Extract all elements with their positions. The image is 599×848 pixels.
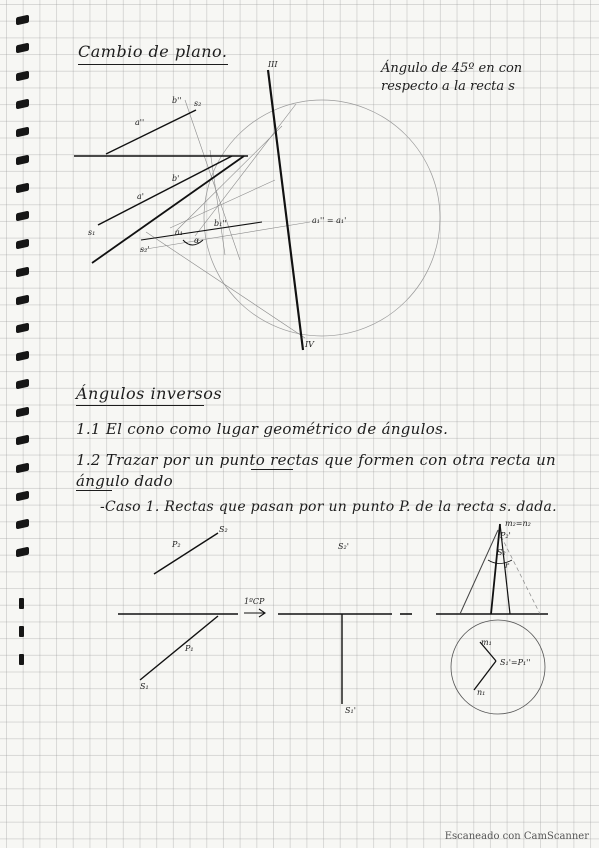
line-p1-s1 bbox=[140, 616, 218, 680]
label-s1-low: S₁ bbox=[140, 682, 149, 691]
label-a1-eq: a₁'' = a₁' bbox=[312, 216, 347, 225]
label-b1b: b₁'' bbox=[214, 219, 227, 228]
label-s2: s₂ bbox=[194, 99, 202, 108]
underline-angulo bbox=[76, 490, 112, 491]
projection-line bbox=[268, 70, 303, 350]
page-title: Cambio de plano. bbox=[78, 42, 228, 61]
item-1-2-line-2: ángulo dado bbox=[76, 472, 173, 490]
angle-arc bbox=[183, 240, 203, 245]
line-s1 bbox=[98, 156, 232, 225]
label-s2-low: S₂ bbox=[219, 525, 228, 534]
note-line-2: respecto a la recta s bbox=[381, 79, 515, 94]
construction-line bbox=[146, 232, 305, 338]
line-s2 bbox=[106, 110, 196, 154]
label-a2: a'' bbox=[135, 118, 145, 127]
cone-generatrix-right bbox=[498, 530, 540, 614]
scanner-watermark: Escaneado con CamScanner bbox=[444, 831, 589, 842]
label-b1: b' bbox=[172, 174, 180, 183]
cone-axis-left bbox=[491, 524, 500, 614]
label-s1: s₁ bbox=[88, 228, 96, 237]
line-s2-prime bbox=[141, 222, 262, 240]
label-n1: n₁ bbox=[477, 688, 486, 697]
label-III: III bbox=[268, 60, 278, 69]
label-s1p1: S₁'=P₁'' bbox=[500, 658, 531, 667]
label-m1: m₁ bbox=[481, 638, 492, 647]
line-p2-s2 bbox=[154, 533, 218, 574]
label-IV: IV bbox=[305, 340, 314, 349]
item-1-2-line-1: 1.2 Trazar por un punto rectas que formen con otra recta un bbox=[76, 451, 557, 469]
label-m2n2: m₂=n₂ bbox=[505, 519, 531, 528]
construction-line bbox=[175, 126, 282, 232]
label-p2-prime: P₂' bbox=[500, 531, 511, 540]
caso-1: -Caso 1. Rectas que pasan por un punto P. de la recta s. dada. bbox=[100, 499, 557, 515]
cone-base-circle bbox=[451, 620, 545, 714]
label-cone-s2: S₂ bbox=[497, 548, 506, 557]
section-title: Ángulos inversos bbox=[76, 384, 223, 403]
section-underline bbox=[76, 405, 204, 406]
label-a1: a' bbox=[137, 192, 144, 201]
label-a1-small: a₁ bbox=[175, 228, 183, 237]
label-p1: P₁ bbox=[185, 644, 194, 653]
note-line-1: Ángulo de 45º en con bbox=[381, 61, 523, 76]
label-s1-prime: S₁' bbox=[345, 706, 356, 715]
item-1-1: 1.1 El cono como lugar geométrico de ángulos. bbox=[76, 420, 449, 438]
label-b2: b'' bbox=[172, 96, 182, 105]
label-s2-prime: s₂' bbox=[140, 245, 150, 254]
cone-line-n1 bbox=[474, 661, 496, 690]
underline-rectas bbox=[251, 469, 293, 470]
label-p2: P₂ bbox=[172, 540, 181, 549]
label-cone-r: r bbox=[505, 561, 509, 570]
label-s2-prime-low: S₂' bbox=[338, 542, 349, 551]
label-alpha: α bbox=[194, 236, 200, 245]
label-1cp: 1ºCP bbox=[244, 597, 265, 606]
